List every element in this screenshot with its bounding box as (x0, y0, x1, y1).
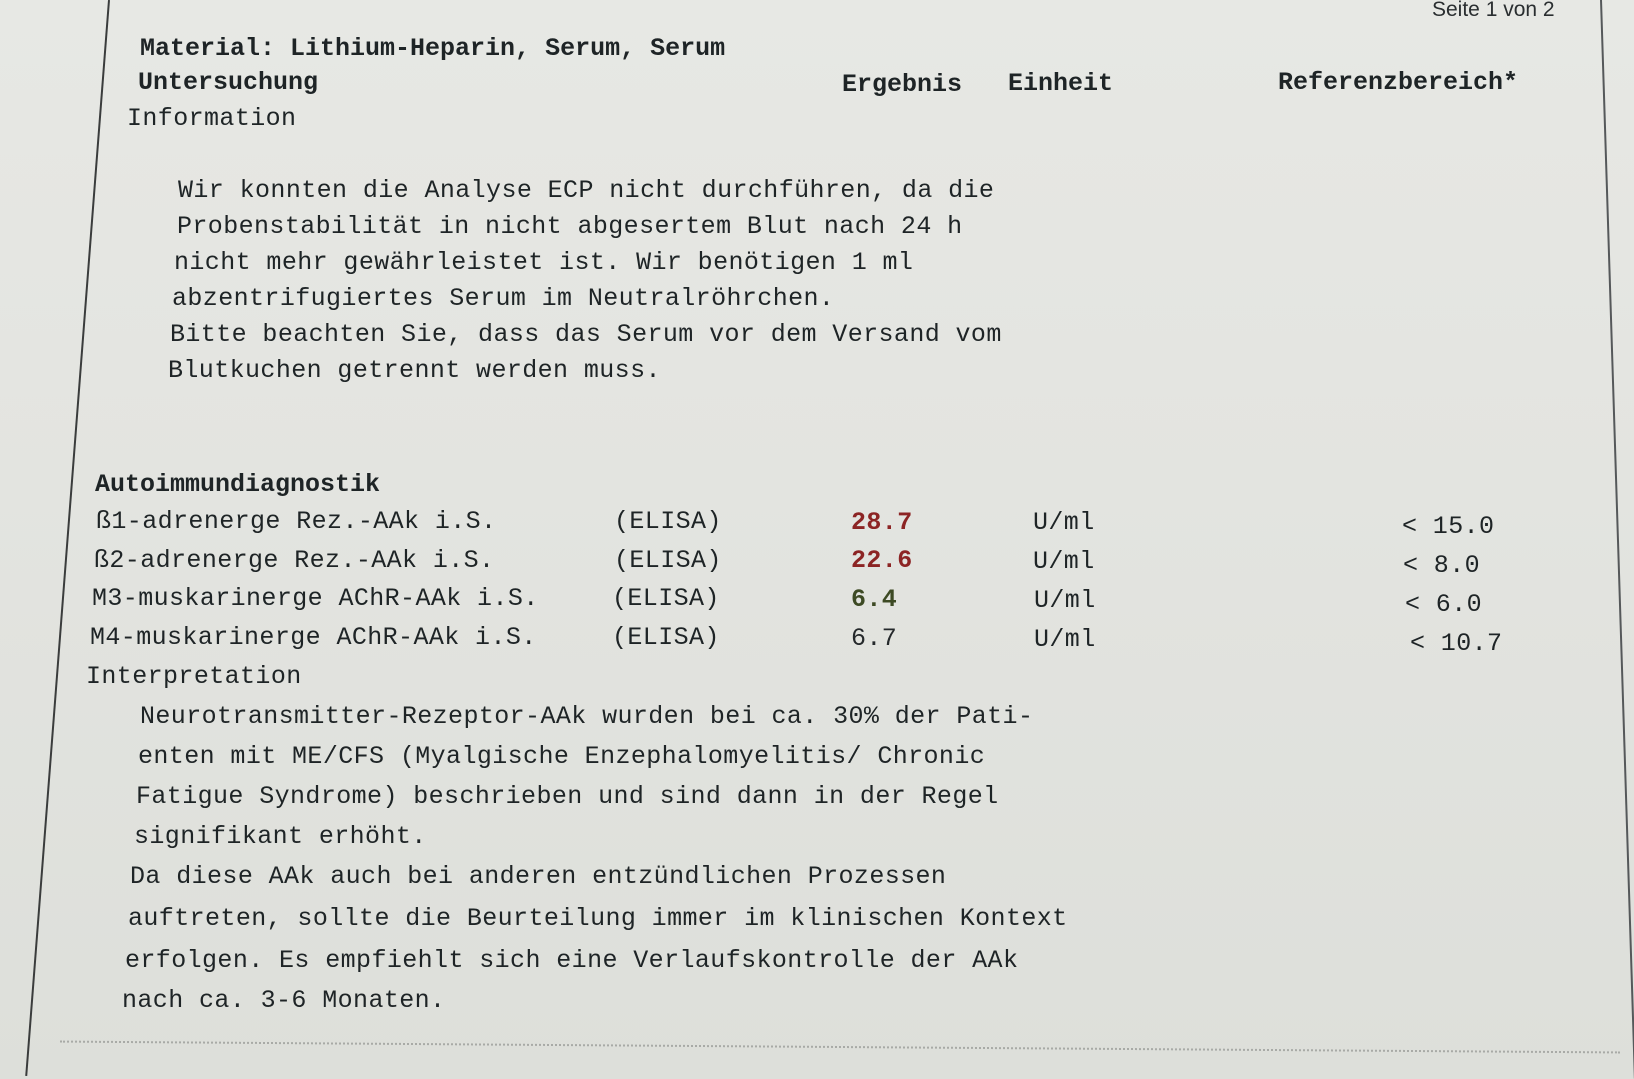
row-method: (ELISA) (612, 584, 720, 613)
information-title: Information (127, 104, 297, 133)
row-reference-range: < 10.7 (1410, 629, 1503, 658)
information-line: Bitte beachten Sie, dass das Serum vor dem Versand vom (170, 320, 1002, 349)
row-test-name: M4-muskarinerge AChR-AAk i.S. (90, 623, 537, 652)
row-method: (ELISA) (612, 623, 720, 652)
row-method: (ELISA) (614, 546, 722, 575)
row-reference-range: < 6.0 (1405, 590, 1483, 619)
row-result: 22.6 (851, 546, 913, 575)
right-margin-line (1600, 0, 1634, 1078)
row-test-name: ß2-adrenerge Rez.-AAk i.S. (94, 546, 495, 575)
column-header-reference: Referenzbereich* (1278, 68, 1519, 97)
interpretation-line: nach ca. 3-6 Monaten. (122, 986, 446, 1015)
row-method: (ELISA) (614, 507, 722, 536)
row-unit: U/ml (1033, 547, 1095, 576)
bottom-perforation (60, 1041, 1620, 1054)
interpretation-line: Fatigue Syndrome) beschrieben und sind dann in der Regel (136, 782, 999, 811)
information-line: Wir konnten die Analyse ECP nicht durchführen, da die (178, 176, 995, 205)
interpretation-line: auftreten, sollte die Beurteilung immer im klinischen Kontext (128, 904, 1068, 933)
interpretation-line: enten mit ME/CFS (Myalgische Enzephalomyelitis/ Chronic (138, 742, 986, 771)
left-margin-line (25, 0, 110, 1076)
row-reference-range: < 15.0 (1402, 512, 1495, 541)
column-header-test: Untersuchung (138, 68, 319, 97)
row-test-name: ß1-adrenerge Rez.-AAk i.S. (96, 507, 497, 536)
row-reference-range: < 8.0 (1403, 551, 1481, 580)
interpretation-line: erfolgen. Es empfiehlt sich eine Verlaufskontrolle der AAk (125, 946, 1019, 975)
row-test-name: M3-muskarinerge AChR-AAk i.S. (92, 584, 539, 613)
page-number: Seite 1 von 2 (1432, 0, 1555, 21)
row-unit: U/ml (1034, 586, 1096, 615)
column-header-unit: Einheit (1008, 69, 1114, 98)
row-result: 28.7 (851, 508, 913, 537)
information-line: abzentrifugiertes Serum im Neutralröhrchen. (172, 284, 835, 313)
information-line: Blutkuchen getrennt werden muss. (168, 356, 661, 385)
section-title: Autoimmundiagnostik (95, 470, 381, 499)
interpretation-title: Interpretation (86, 662, 302, 691)
material-line: Material: Lithium-Heparin, Serum, Serum (140, 34, 726, 63)
row-result: 6.7 (851, 624, 898, 653)
information-line: nicht mehr gewährleistet ist. Wir benötigen 1 ml (174, 248, 914, 277)
interpretation-line: Neurotransmitter-Rezeptor-AAk wurden bei ca. 30% der Pati- (140, 702, 1034, 731)
row-result: 6.4 (851, 585, 898, 614)
row-unit: U/ml (1034, 625, 1096, 654)
information-line: Probenstabilität in nicht abgesertem Blut nach 24 h (177, 212, 963, 241)
column-header-result: Ergebnis (842, 70, 963, 99)
interpretation-line: Da diese AAk auch bei anderen entzündlichen Prozessen (130, 862, 947, 891)
row-unit: U/ml (1033, 508, 1095, 537)
interpretation-line: signifikant erhöht. (134, 822, 427, 851)
